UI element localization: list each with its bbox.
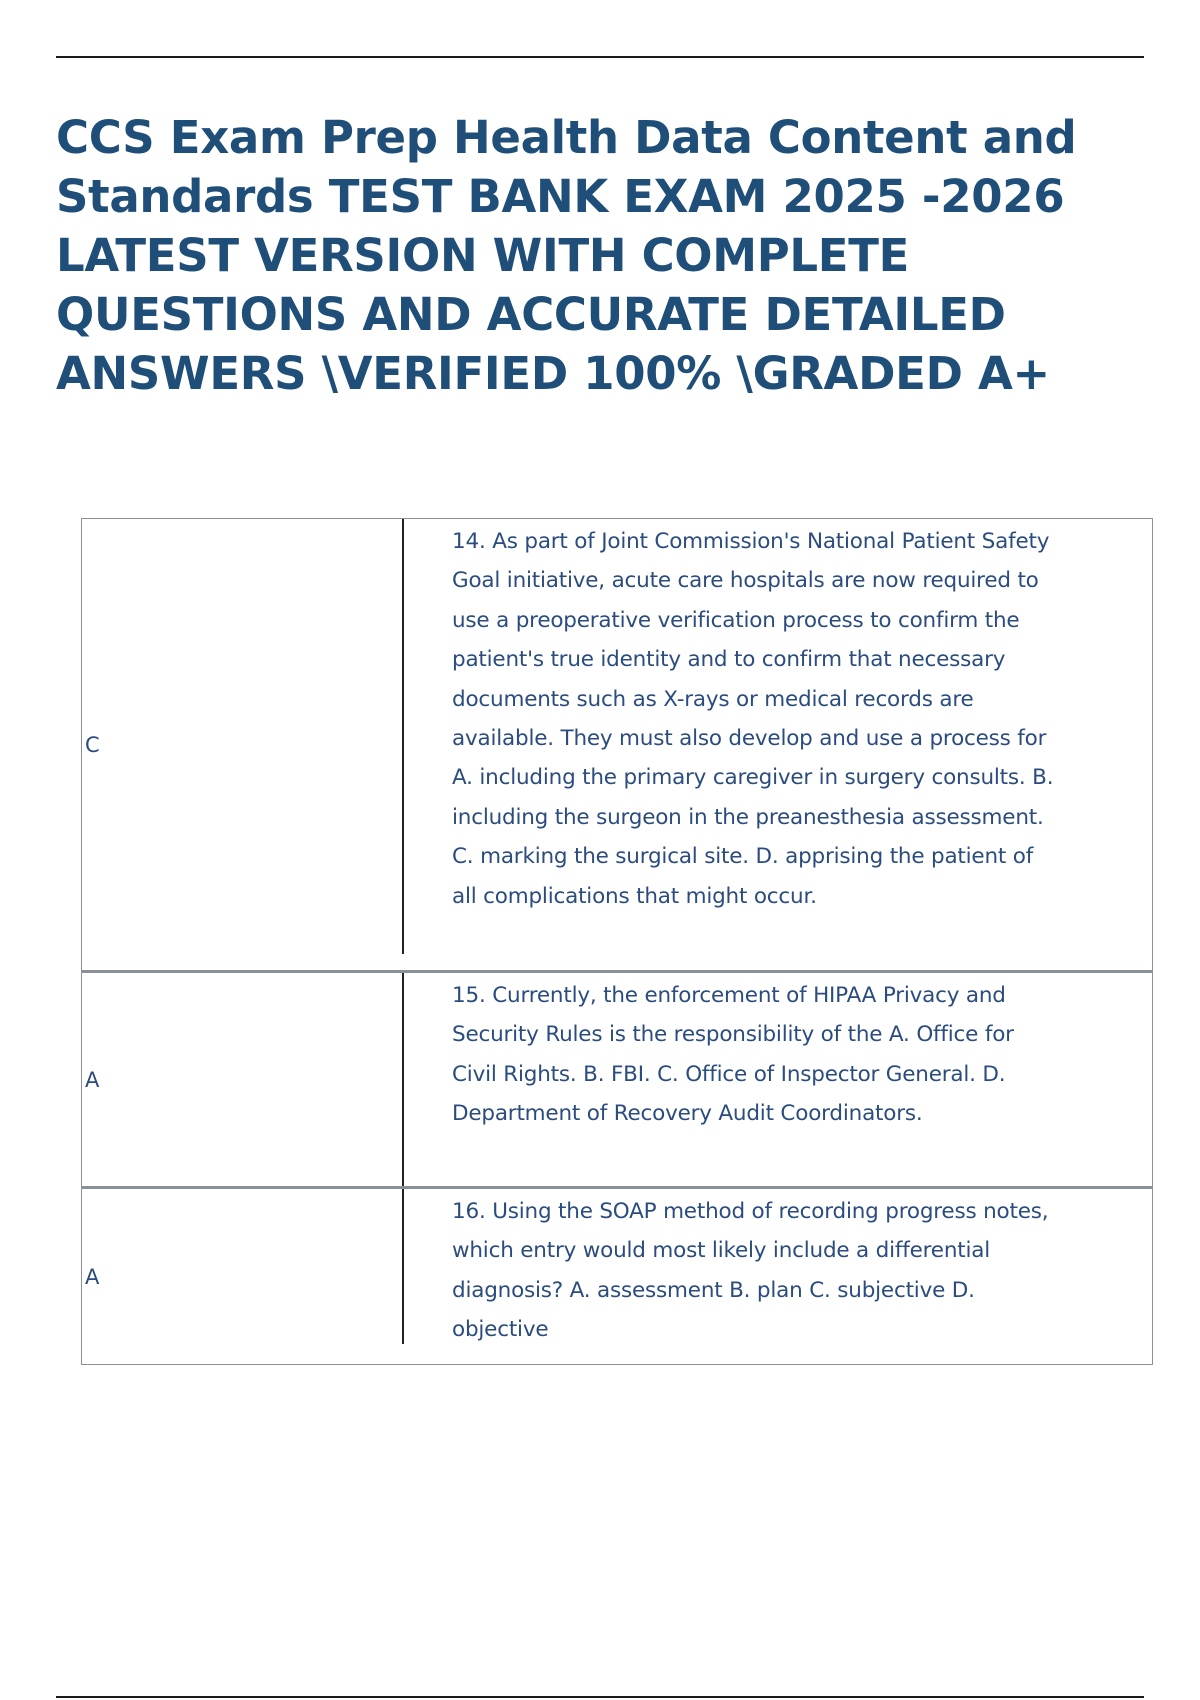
bottom-rule: [56, 1696, 1144, 1698]
question-cell: 14. As part of Joint Commission's National Patient Safety Goal initiative, acute care hospitals are now required to use a preoperative verification process to confirm the patient's true identity and to confirm that necessary documents such as X-rays or medical records are available. They must also develop and use a process for A. including the primary caregiver in surgery consults. B. including the surgeon in the preanesthesia assessment. C. marking the surgical site. D. apprising the patient of all complications that might occur.: [452, 529, 1054, 909]
table-row: [82, 973, 1152, 1189]
table-row: [82, 519, 1152, 973]
top-rule: [56, 56, 1144, 58]
column-divider: [402, 519, 404, 954]
answer-cell: C: [85, 732, 100, 757]
qa-table: [81, 518, 1153, 1365]
question-cell: 16. Using the SOAP method of recording progress notes, which entry would most likely include a differential diagnosis? A. assessment B. plan C. subjective D. objective: [452, 1199, 1049, 1343]
answer-cell: A: [85, 1264, 100, 1289]
column-divider: [402, 973, 404, 1186]
question-cell: 15. Currently, the enforcement of HIPAA Privacy and Security Rules is the responsibility of the A. Office for Civil Rights. B. FBI. C. Office of Inspector General. D. Department of Recovery Audit Coordinators.: [452, 983, 1014, 1127]
table-row: [82, 1189, 1152, 1364]
document-title: CCS Exam Prep Health Data Content and Standards TEST BANK EXAM 2025 -2026 LATEST VERSION WITH COMPLETE QUESTIONS AND ACCURATE DETAILED ANSWERS \VERIFIED 100% \GRADED A+: [56, 111, 1077, 400]
answer-cell: A: [85, 1067, 100, 1092]
column-divider: [402, 1189, 404, 1344]
